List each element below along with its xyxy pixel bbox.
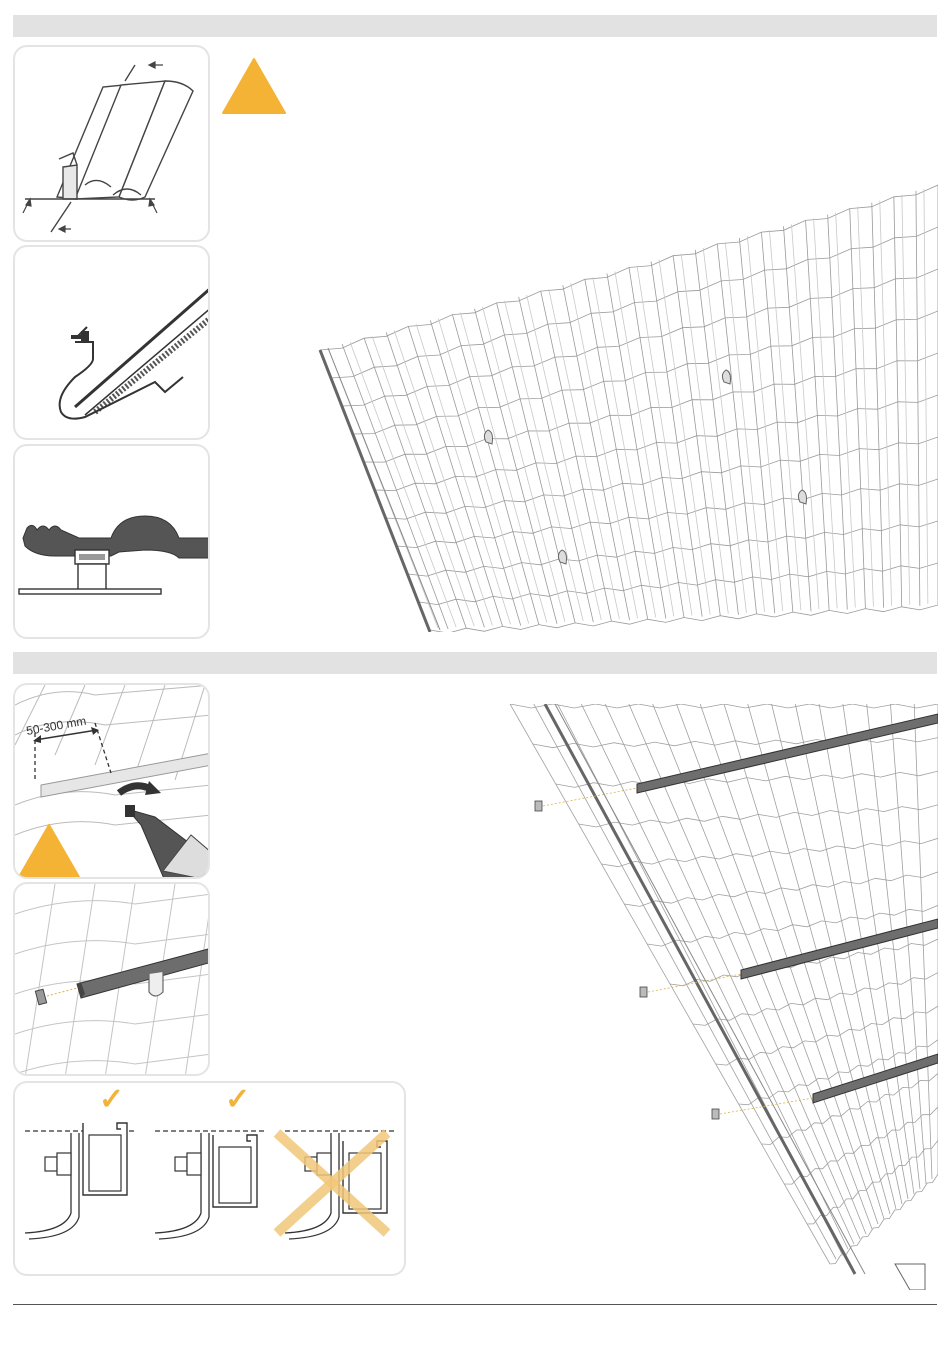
- roof-hook-section-panel: [13, 245, 210, 440]
- roof-with-hooks-illustration: [290, 180, 938, 632]
- tile-cross-section-panel: [13, 444, 210, 639]
- footer-divider: [13, 1304, 937, 1305]
- tile-profile-detail-panel: [13, 45, 210, 242]
- rail-mount-illustration: [15, 884, 210, 1076]
- roof-with-rails-illustration: [505, 704, 938, 1290]
- roof-hook-illustration: [15, 247, 210, 440]
- tile-profile-illustration: [15, 47, 210, 242]
- rail-distance-detail-panel: [13, 683, 210, 879]
- section-1-header-band: [13, 15, 937, 37]
- tile-cross-section-illustration: [15, 446, 210, 639]
- warning-icon: [221, 57, 287, 115]
- rail-position-checks-panel: [13, 1081, 406, 1276]
- distance-label: 50-300 mm: [25, 713, 88, 738]
- rail-position-diagrams: [15, 1083, 406, 1276]
- section-2-header-band: [13, 652, 937, 674]
- check-mark-icon: ✓: [99, 1083, 125, 1116]
- rail-mount-detail-panel: [13, 882, 210, 1076]
- warning-icon: [17, 823, 81, 879]
- check-mark-icon: ✓: [225, 1083, 251, 1116]
